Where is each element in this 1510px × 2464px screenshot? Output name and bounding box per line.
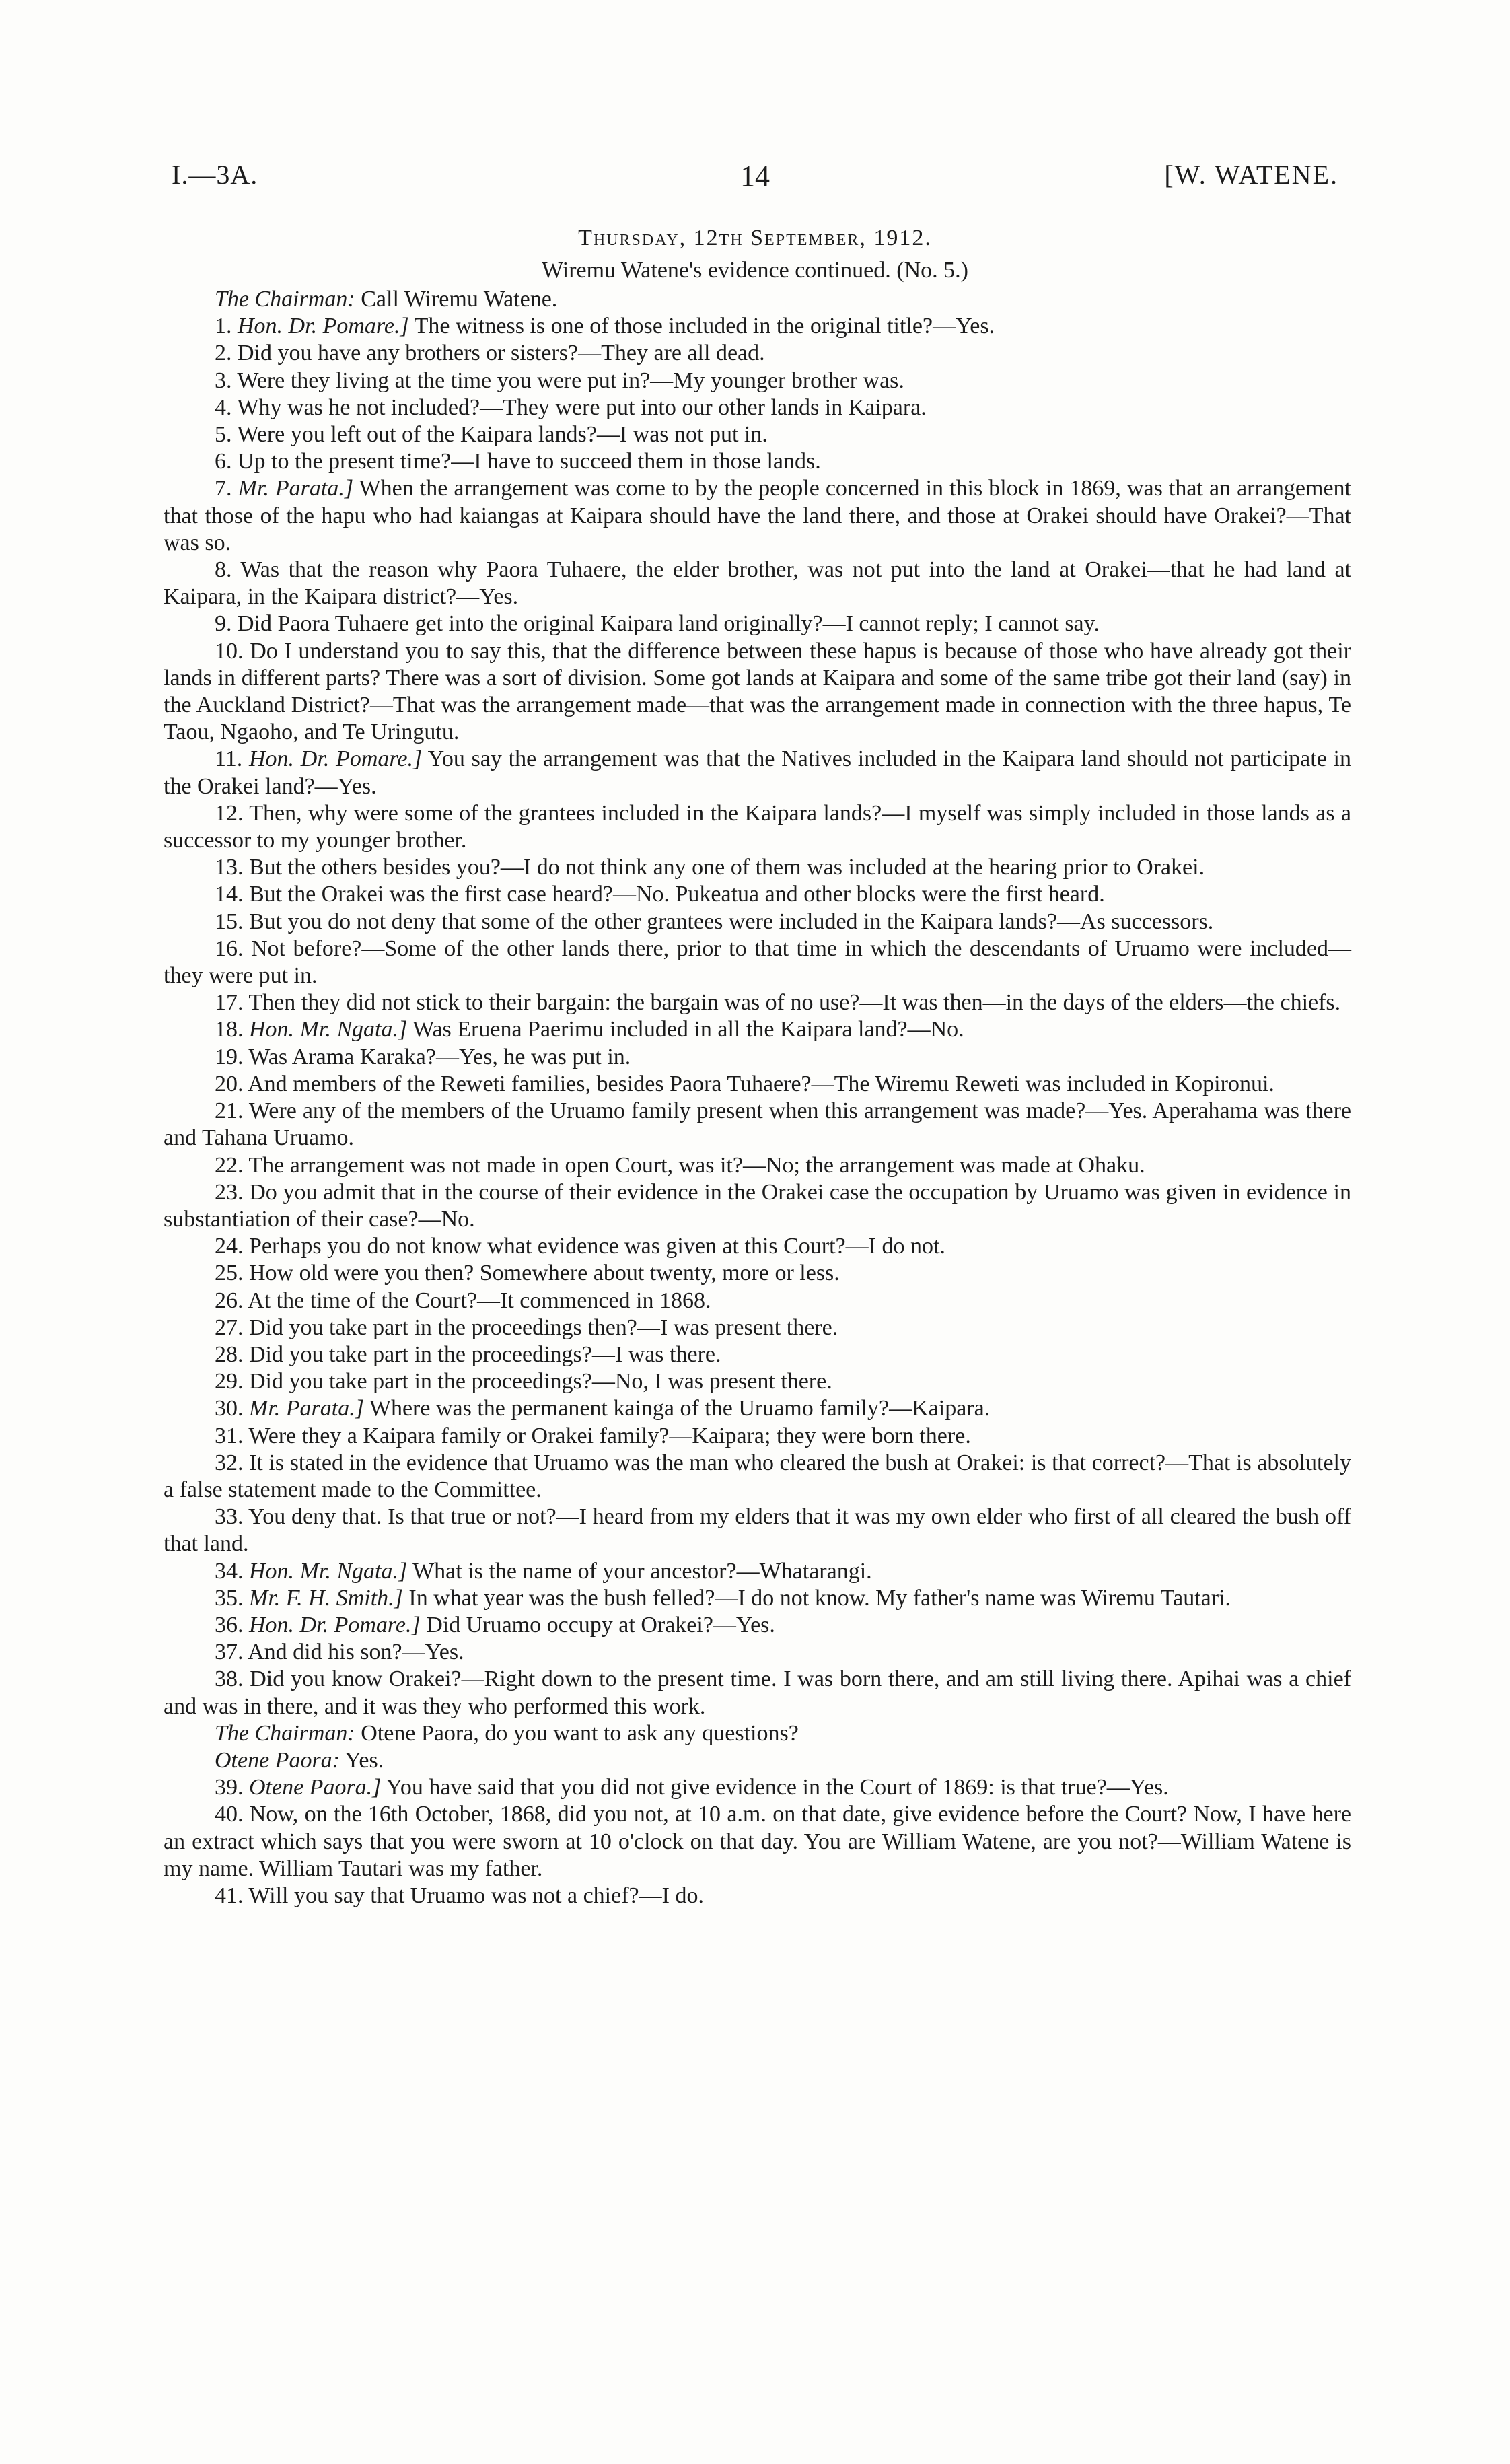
evidence-paragraph (164, 1612, 1351, 1639)
speaker-label: Hon. Mr. Ngata.] (249, 1017, 408, 1043)
evidence-paragraph (164, 1179, 1351, 1233)
evidence-paragraph (164, 800, 1351, 854)
question-number: 39. (215, 1775, 244, 1800)
question-number: 19. (215, 1044, 244, 1069)
evidence-paragraph (164, 313, 1351, 340)
evidence-text: Were you left out of the Kaipara lands?—I was not put in. (237, 422, 768, 448)
question-number: 23. (215, 1179, 244, 1205)
evidence-text: You deny that. Is that true or not?—I heard from my elders that it was my own elder who first of all cleared the bush off that land. (164, 1504, 1351, 1557)
speaker-label: Hon. Dr. Pomare.] (249, 1612, 421, 1638)
speaker-label: The Chairman: (215, 287, 355, 312)
evidence-text: Then, why were some of the grantees included in the Kaipara lands?—I myself was simply included in those lands as a successor to my younger brother. (164, 800, 1351, 853)
parliamentary-paper-ref: I.—3A. (172, 160, 258, 190)
question-number: 25. (215, 1261, 244, 1286)
speaker-label: Mr. Parata.] (249, 1396, 364, 1421)
question-number: 11. (215, 746, 243, 772)
question-number: 34. (215, 1558, 244, 1584)
evidence-text: Were they a Kaipara family or Orakei family?—Kaipara; they were born there. (248, 1423, 971, 1448)
question-number: 3. (215, 367, 232, 393)
evidence-paragraph (164, 610, 1351, 637)
evidence-paragraph (164, 1233, 1351, 1260)
evidence-text: Perhaps you do not know what evidence was given at this Court?—I do not. (249, 1234, 945, 1259)
evidence-text: Do I understand you to say this, that the difference between these hapus is because of those who have already got their lands in different parts? There was a sort of division. Some got lands at Kaipara and some of the same tribe got their land (say) in the Auckland District?—That was the arrangement made—that was the arrangement made in connection with the three hapus, Te Taou, Ngaoho, and Te Uringutu. (164, 638, 1351, 745)
evidence-paragraph (164, 1882, 1351, 1909)
evidence-paragraph (164, 1801, 1351, 1882)
evidence-text: Why was he not included?—They were put into our other lands in Kaipara. (237, 394, 927, 420)
evidence-text: Did you take part in the proceedings then?—I was present there. (249, 1314, 838, 1340)
speaker-label: Mr. F. H. Smith.] (249, 1585, 403, 1611)
evidence-paragraph (164, 286, 1351, 313)
question-number: 35. (215, 1585, 244, 1611)
evidence-text: Was Arama Karaka?—Yes, he was put in. (248, 1044, 631, 1069)
evidence-text: It is stated in the evidence that Uruamo was the man who cleared the bush at Orakei: is that correct?—That is absolutely a false statement made to the Committee. (164, 1450, 1352, 1502)
question-number: 20. (215, 1071, 244, 1096)
page-header (172, 159, 1338, 199)
question-number: 16. (215, 936, 244, 961)
question-number: 28. (215, 1341, 244, 1367)
evidence-text: Did Paora Tuhaere get into the original Kaipara land originally?—I cannot reply; I cannot say. (238, 611, 1100, 637)
question-number: 36. (215, 1612, 244, 1638)
evidence-paragraph (164, 1504, 1351, 1557)
evidence-text: Otene Paora, do you want to ask any questions? (361, 1720, 799, 1746)
question-number: 15. (215, 909, 244, 934)
question-number: 18. (215, 1017, 244, 1043)
evidence-paragraph (164, 1558, 1351, 1585)
evidence-paragraph (164, 340, 1351, 367)
question-number: 32. (215, 1450, 244, 1475)
evidence-paragraph (164, 1152, 1351, 1179)
question-number: 27. (215, 1314, 244, 1340)
question-number: 7. (215, 476, 232, 501)
question-number: 6. (215, 449, 232, 474)
evidence-text: And members of the Reweti families, besides Paora Tuhaere?—The Wiremu Reweti was included in Kopironui. (248, 1071, 1274, 1096)
evidence-text: The witness is one of those included in the original title?—Yes. (414, 314, 995, 339)
speaker-label: The Chairman: (215, 1720, 355, 1746)
evidence-paragraph (164, 854, 1351, 881)
evidence-paragraph (164, 1639, 1351, 1666)
evidence-paragraph (164, 1044, 1351, 1071)
evidence-text: The arrangement was not made in open Court, was it?—No; the arrangement was made at Ohaku. (248, 1152, 1145, 1178)
evidence-text: Did you know Orakei?—Right down to the present time. I was born there, and am still living there. Apihai was a chief and was in there, and it was they who performed this work. (164, 1666, 1351, 1719)
evidence-text: But the Orakei was the first case heard?—No. Pukeatua and other blocks were the first heard. (249, 882, 1105, 907)
question-number: 5. (215, 422, 232, 448)
question-number: 14. (215, 882, 244, 907)
question-number: 37. (215, 1640, 244, 1665)
evidence-paragraph (164, 1288, 1351, 1314)
question-number: 1. (215, 314, 232, 339)
session-subtitle: Wiremu Watene's evidence continued. (No. 5.) (542, 258, 968, 283)
speaker-label: Hon. Dr. Pomare.] (238, 314, 409, 339)
evidence-paragraph (164, 1666, 1351, 1720)
evidence-text: Where was the permanent kainga of the Uruamo family?—Kaipara. (369, 1396, 991, 1421)
evidence-paragraph (164, 1314, 1351, 1341)
evidence-text: Up to the present time?—I have to succeed them in those lands. (238, 449, 821, 474)
question-number: 24. (215, 1234, 244, 1259)
evidence-paragraph (164, 1720, 1351, 1747)
question-number: 2. (215, 341, 232, 366)
evidence-text: Yes. (345, 1747, 384, 1773)
evidence-text: Will you say that Uruamo was not a chief?—I do. (248, 1882, 704, 1908)
evidence-paragraph (164, 557, 1351, 610)
speaker-label: Otene Paora: (215, 1747, 340, 1773)
question-number: 4. (215, 394, 232, 420)
speaker-label: Hon. Mr. Ngata.] (249, 1558, 408, 1584)
evidence-text: Did Uruamo occupy at Orakei?—Yes. (426, 1612, 775, 1638)
evidence-text: But you do not deny that some of the other grantees were included in the Kaipara lands?—As successors. (249, 909, 1214, 934)
evidence-text: But the others besides you?—I do not think any one of them was included at the hearing prior to Orakei. (249, 855, 1205, 880)
evidence-paragraph (164, 881, 1351, 908)
evidence-text: Were any of the members of the Uruamo family present when this arrangement was made?—Yes. Aperahama was there and Tahana Uruamo. (164, 1098, 1351, 1151)
evidence-paragraph (164, 989, 1351, 1016)
evidence-paragraph (164, 421, 1351, 448)
question-number: 30. (215, 1396, 244, 1421)
evidence-paragraph (164, 448, 1351, 475)
evidence-paragraph (164, 1585, 1351, 1612)
evidence-text: What is the name of your ancestor?—Whatarangi. (412, 1558, 872, 1584)
evidence-paragraph (164, 1747, 1351, 1774)
evidence-paragraph (164, 1071, 1351, 1098)
question-number: 31. (215, 1423, 244, 1448)
evidence-text: Were they living at the time you were put in?—My younger brother was. (237, 367, 904, 393)
evidence-text: Did you take part in the proceedings?—No, I was present there. (249, 1369, 832, 1395)
evidence-paragraph (164, 746, 1351, 800)
evidence-paragraph (164, 909, 1351, 936)
speaker-label: Hon. Dr. Pomare.] (249, 746, 423, 772)
evidence-text: Do you admit that in the course of their evidence in the Orakei case the occupation by Uruamo was given in evidence in substantiation of their case?—No. (164, 1179, 1351, 1232)
evidence-paragraph (164, 1395, 1351, 1422)
question-number: 33. (215, 1504, 244, 1530)
evidence-paragraph (164, 1016, 1351, 1043)
question-number: 8. (215, 557, 232, 583)
evidence-text: Not before?—Some of the other lands there, prior to that time in which the descendants of Uruamo were included—they were put in. (164, 936, 1352, 989)
speaker-label: Otene Paora.] (249, 1775, 382, 1800)
question-number: 38. (215, 1666, 244, 1692)
question-number: 13. (215, 855, 244, 880)
evidence-paragraph (164, 367, 1351, 394)
evidence-paragraph (164, 1774, 1351, 1801)
evidence-text: How old were you then? Somewhere about twenty, more or less. (249, 1261, 840, 1286)
evidence-paragraph (164, 638, 1351, 746)
evidence-text: In what year was the bush felled?—I do not know. My father's name was Wiremu Tautari. (408, 1585, 1231, 1611)
evidence-paragraph (164, 394, 1351, 421)
evidence-text: Was Eruena Paerimu included in all the Kaipara land?—No. (412, 1017, 964, 1043)
question-number: 21. (215, 1098, 244, 1124)
evidence-text: At the time of the Court?—It commenced in 1868. (248, 1288, 711, 1313)
question-number: 12. (215, 800, 244, 826)
evidence-text: You say the arrangement was that the Natives included in the Kaipara land should not participate in the Orakei land?—Yes. (164, 746, 1351, 799)
running-head-witness: [W. WATENE. (1164, 160, 1338, 190)
evidence-text: Was that the reason why Paora Tuhaere, the elder brother, was not put into the land at Orakei—that he had land at Kaipara, in the Kaipara district?—Yes. (164, 557, 1351, 610)
question-number: 41. (215, 1882, 244, 1908)
speaker-label: Mr. Parata.] (238, 476, 354, 501)
evidence-paragraph (164, 1368, 1351, 1395)
session-date: Thursday, 12th September, 1912. (578, 225, 932, 250)
page-number: 14 (740, 160, 770, 192)
question-number: 17. (215, 990, 244, 1016)
evidence-text: You have said that you did not give evidence in the Court of 1869: is that true?—Yes. (386, 1775, 1169, 1800)
evidence-body (164, 286, 1351, 1909)
question-number: 29. (215, 1369, 244, 1395)
evidence-text: Then they did not stick to their bargain: the bargain was of no use?—It was then—in the days of the elders—the chiefs. (248, 990, 1341, 1016)
evidence-paragraph (164, 1098, 1351, 1152)
evidence-text: Now, on the 16th October, 1868, did you not, at 10 a.m. on that date, give evidence before the Court? Now, I have here an extract which says that you were sworn at 10 o'clock on that day. You are William Watene, are you not?—William Watene is my name. William Tautari was my father. (164, 1802, 1352, 1881)
evidence-paragraph (164, 936, 1351, 989)
question-number: 26. (215, 1288, 244, 1313)
evidence-paragraph (164, 1341, 1351, 1368)
question-number: 10. (215, 638, 244, 664)
evidence-text: Did you take part in the proceedings?—I was there. (249, 1341, 721, 1367)
evidence-paragraph (164, 1260, 1351, 1287)
question-number: 40. (215, 1802, 244, 1827)
evidence-paragraph (164, 475, 1351, 557)
question-number: 22. (215, 1152, 244, 1178)
evidence-text: When the arrangement was come to by the people concerned in this block in 1869, was that an arrangement that those of the hapu who had kaiangas at Kaipara should have the land there, and those at Orakei should have Orakei?—That was so. (164, 476, 1351, 555)
evidence-text: Did you have any brothers or sisters?—They are all dead. (238, 341, 765, 366)
evidence-paragraph (164, 1423, 1351, 1450)
question-number: 9. (215, 611, 232, 637)
evidence-text: Call Wiremu Watene. (361, 287, 558, 312)
evidence-text: And did his son?—Yes. (248, 1640, 464, 1665)
evidence-paragraph (164, 1450, 1351, 1504)
